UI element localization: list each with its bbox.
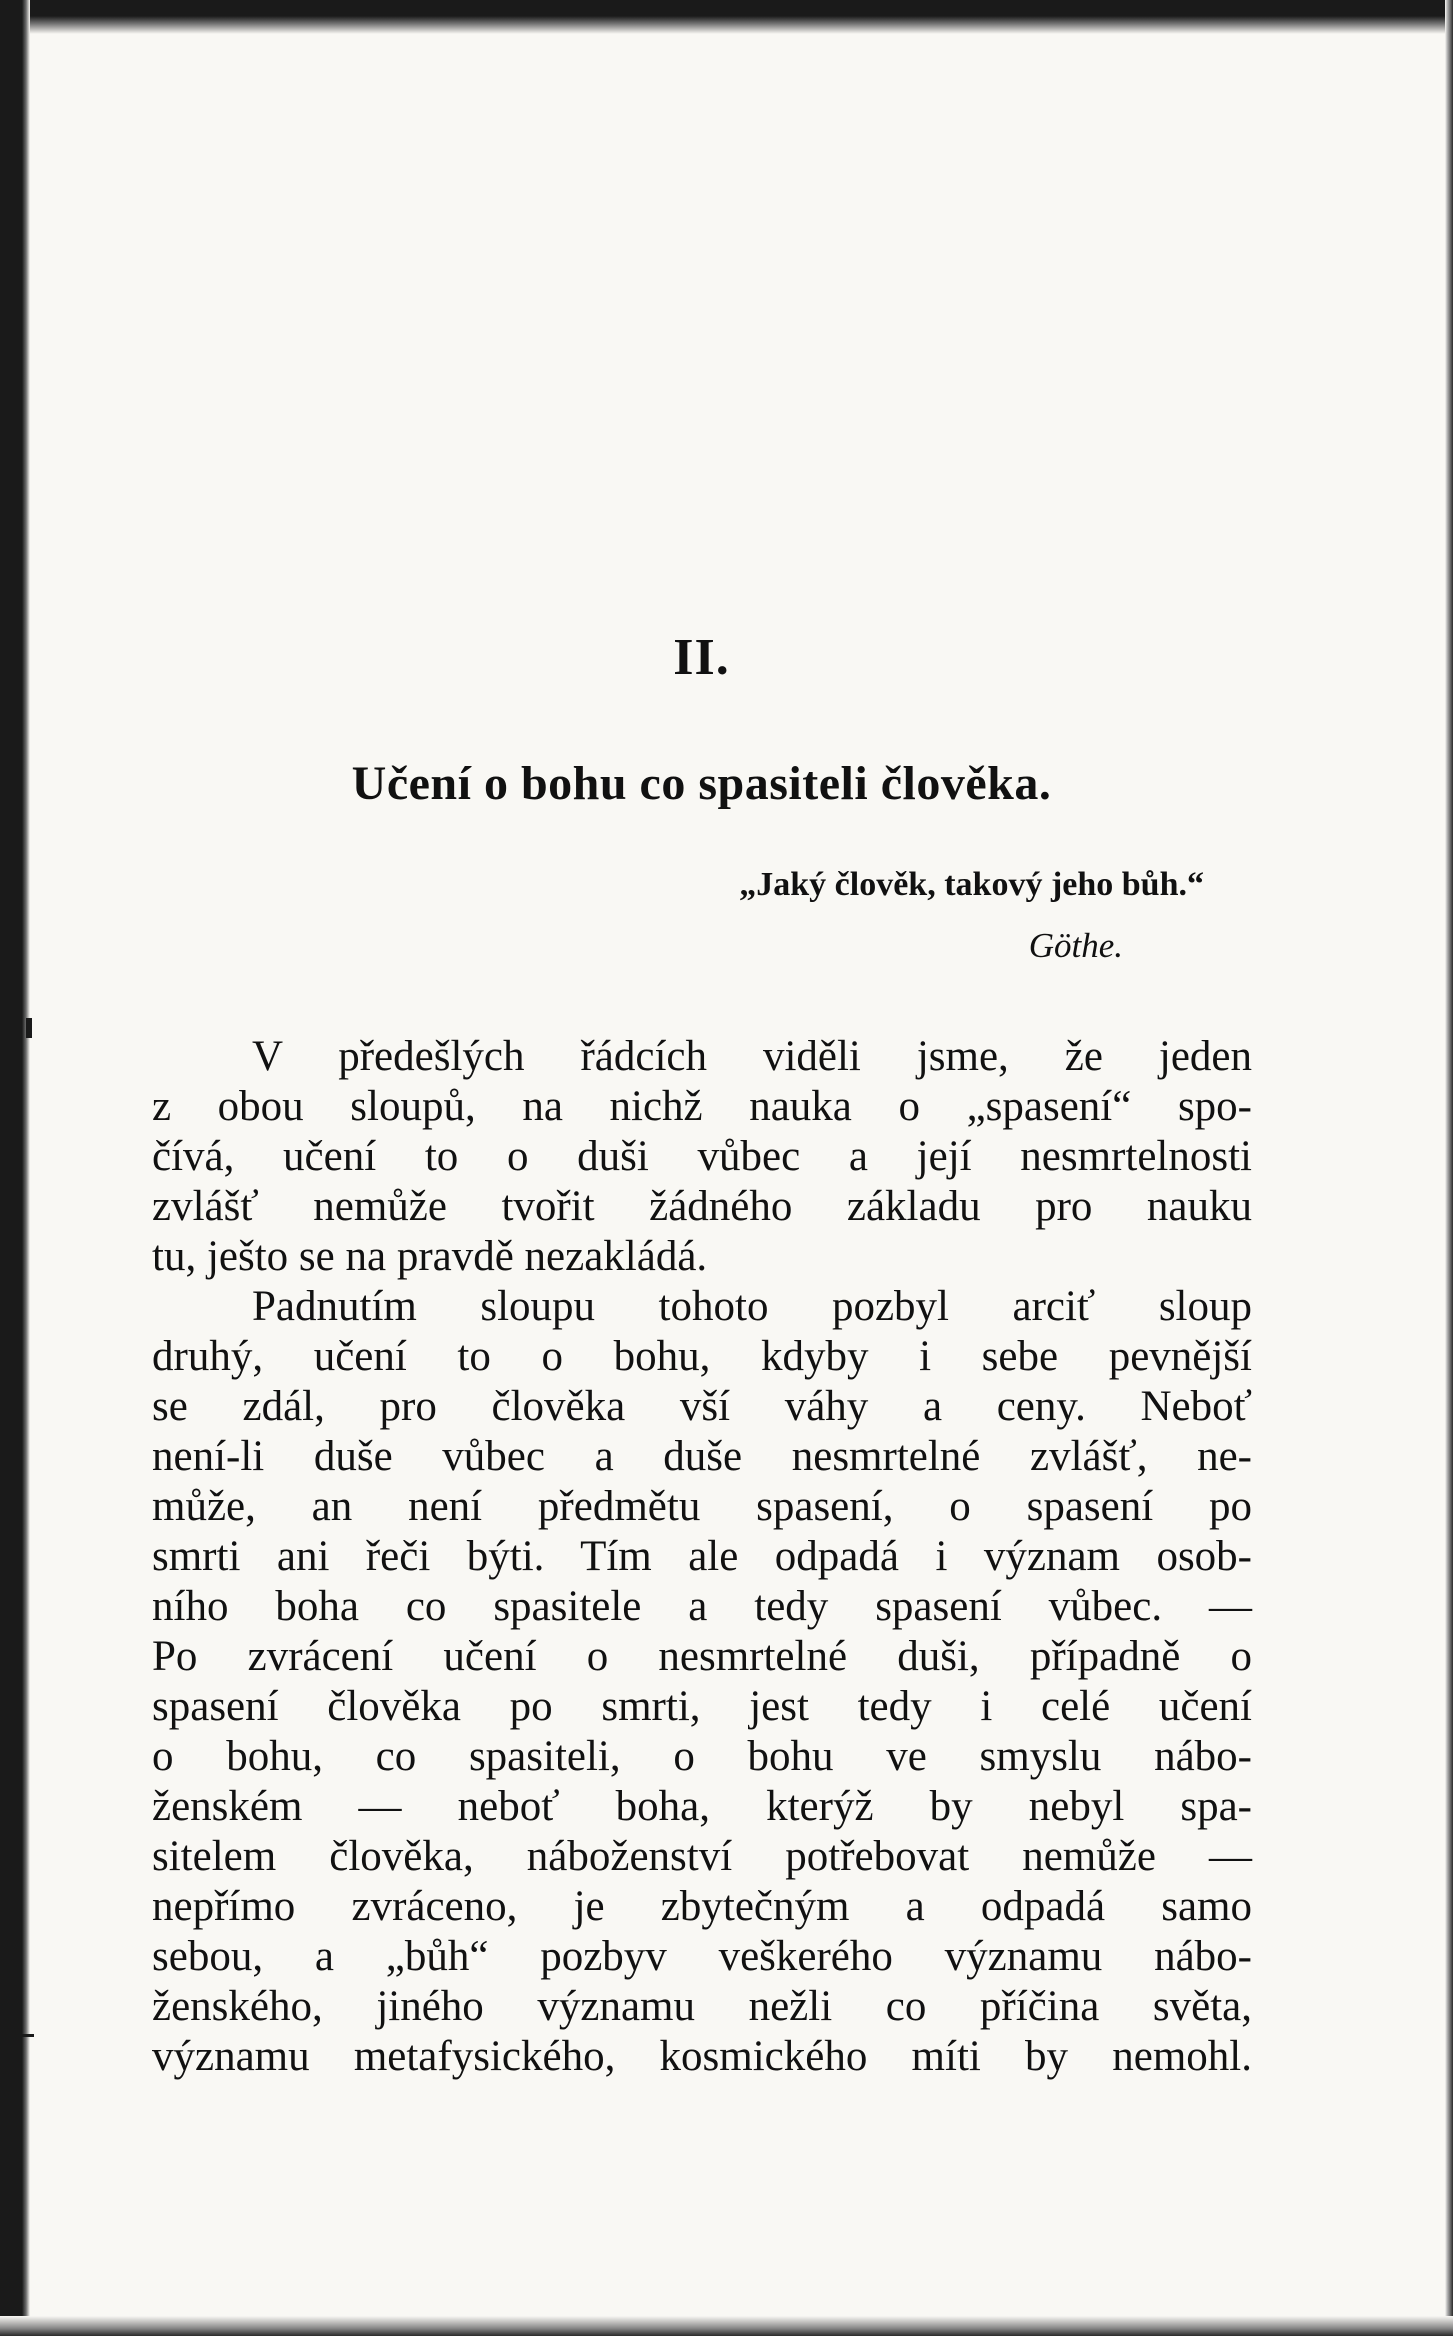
text-line: spasení člověka po smrti, jest tedy i celé učení bbox=[152, 1683, 1252, 1730]
text-line: významu metafysického, kosmického míti by nemohl. bbox=[152, 2033, 1252, 2080]
text-line: čívá, učení to o duši vůbec a její nesmrtelnosti bbox=[152, 1133, 1252, 1180]
text-line: sitelem člověka, náboženství potřebovat nemůže — bbox=[152, 1833, 1252, 1880]
scan-border-bottom bbox=[0, 2316, 1453, 2336]
text-line: sebou, a „bůh“ pozbyv veškerého významu nábo- bbox=[152, 1933, 1252, 1980]
text-line: se zdál, pro člověka vší váhy a ceny. Neboť bbox=[152, 1383, 1252, 1430]
scan-border-top bbox=[0, 0, 1453, 34]
chapter-number: II. bbox=[673, 629, 730, 686]
text-line: může, an není předmětu spasení, o spasení po bbox=[152, 1483, 1252, 1530]
text-line: zvlášť nemůže tvořit žádného základu pro nauku bbox=[152, 1183, 1252, 1230]
text-line: ního boha co spasitele a tedy spasení vůbec. — bbox=[152, 1583, 1252, 1630]
text-line: ženském — neboť boha, kterýž by nebyl spa- bbox=[152, 1783, 1252, 1830]
epigraph-author: Göthe. bbox=[1028, 926, 1123, 965]
text-line: Po zvrácení učení o nesmrtelné duši, případně o bbox=[152, 1633, 1252, 1680]
text-line: Padnutím sloupu tohoto pozbyl arciť sloup bbox=[252, 1283, 1252, 1330]
text-line: druhý, učení to o bohu, kdyby i sebe pevnější bbox=[152, 1333, 1252, 1380]
gutter-tick-upper bbox=[26, 1018, 32, 1038]
epigraph-quote: „Jaký člověk, takový jeho bůh.“ bbox=[739, 866, 1204, 903]
gutter-tick-lower bbox=[8, 2034, 34, 2037]
text-line: tu, ješto se na pravdě nezakládá. bbox=[152, 1233, 708, 1280]
scan-border-right bbox=[1445, 0, 1453, 2336]
text-line: nepřímo zvráceno, je zbytečným a odpadá samo bbox=[152, 1883, 1252, 1930]
chapter-title: Učení o bohu co spasiteli člověka. bbox=[351, 757, 1052, 810]
text-line: ženského, jiného významu nežli co příčina světa, bbox=[152, 1983, 1252, 2030]
text-line: V předešlých řádcích viděli jsme, že jeden bbox=[252, 1033, 1252, 1080]
text-line: z obou sloupů, na nichž nauka o „spasení“ spo- bbox=[152, 1083, 1252, 1130]
text-line: o bohu, co spasiteli, o bohu ve smyslu nábo- bbox=[152, 1733, 1252, 1780]
text-line: není-li duše vůbec a duše nesmrtelné zvlášť, ne- bbox=[152, 1433, 1252, 1480]
scan-border-left bbox=[0, 0, 30, 2336]
text-line: smrti ani řeči býti. Tím ale odpadá i význam osob- bbox=[152, 1533, 1252, 1580]
body-text bbox=[152, 1032, 1252, 2082]
